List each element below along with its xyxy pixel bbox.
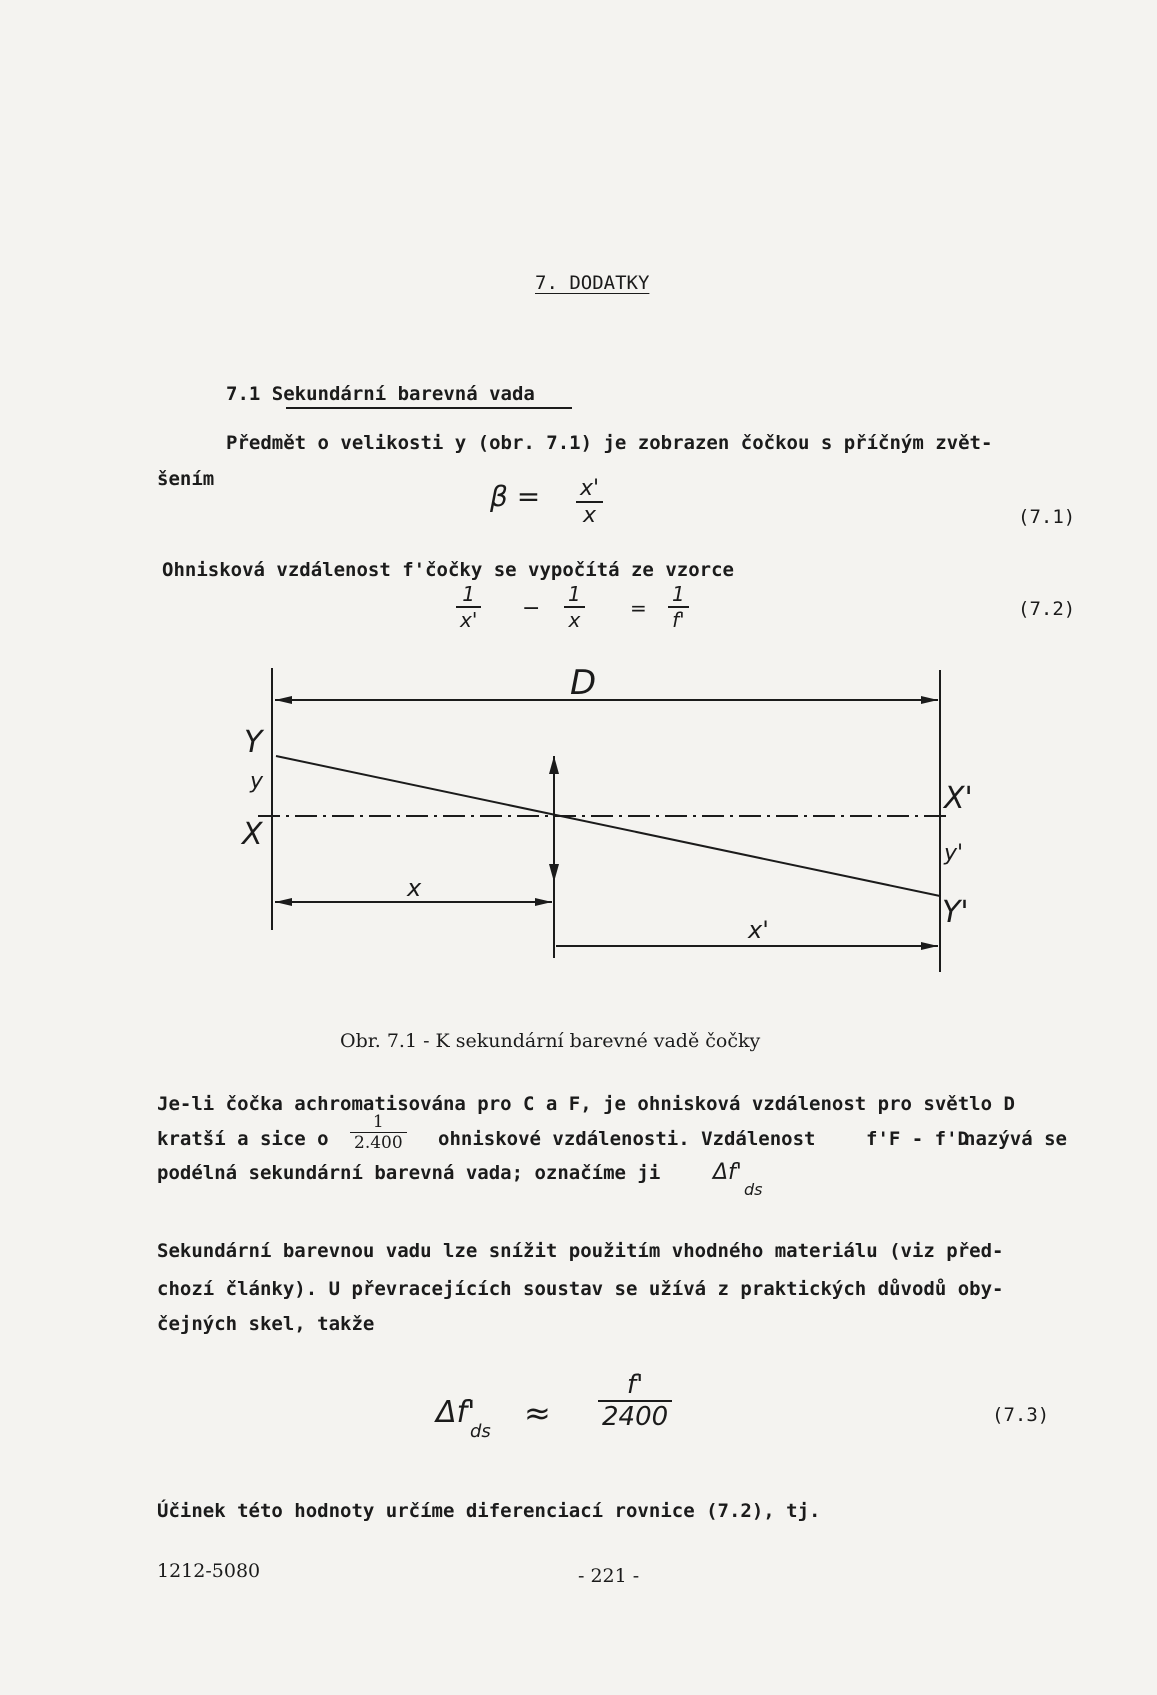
section-title-text: 7.1 Sekundární barevná vada: [226, 383, 535, 405]
eq2-num1: 1: [456, 582, 481, 608]
eq2-op2: =: [630, 596, 647, 620]
para1-line1: Předmět o velikosti y (obr. 7.1) je zobrazen čočkou s příčným zvět-: [226, 432, 993, 454]
para4-line2: chozí články). U převracejících soustav se užívá z praktických důvodů oby-: [157, 1278, 1004, 1300]
eq3-number: (7.3): [992, 1404, 1050, 1426]
para3-line3-sym: Δf': [713, 1160, 742, 1185]
para4-line3: čejných skel, takže: [157, 1313, 375, 1335]
figure-caption: Obr. 7.1 - K sekundární barevné vadě čočky: [340, 1030, 761, 1052]
eq2-op1: −: [522, 596, 541, 621]
figure-lens-arrow-bottom: [549, 864, 559, 882]
eq3-sub: ds: [470, 1421, 491, 1442]
figure-arrowhead-xp-right: [921, 942, 938, 950]
para3-frac-num: 1: [350, 1112, 407, 1133]
para3-fraction: [350, 1112, 407, 1153]
para3-line2-a: kratší a sice o: [157, 1128, 329, 1150]
figure-label-Xp: X': [944, 781, 973, 816]
figure-arrowhead-D-right: [921, 696, 938, 704]
figure-label-x: x: [407, 874, 422, 902]
eq2-den3: f': [672, 608, 685, 632]
para3-line2-b: ohniskové vzdálenosti. Vzdálenost: [438, 1128, 816, 1150]
page-number: - 221 -: [578, 1565, 640, 1587]
footer-code: 1212-5080: [157, 1560, 261, 1582]
figure-lens-arrow-top: [549, 756, 559, 774]
eq1-number: (7.1): [1018, 506, 1076, 528]
para3-line3-a: podélná sekundární barevná vada; označíme ji: [157, 1162, 661, 1184]
figure-label-y: y: [250, 769, 264, 794]
para4-line1: Sekundární barevnou vadu lze snížit použitím vhodného materiálu (viz před-: [157, 1240, 1004, 1262]
eq2-number: (7.2): [1018, 598, 1076, 620]
eq3-fraction: [598, 1370, 672, 1432]
eq2-den2: x: [568, 608, 581, 632]
chapter-title: 7. DODATKY: [535, 272, 650, 294]
figure-label-D: D: [570, 663, 597, 703]
eq1-numerator: x': [576, 476, 603, 503]
para2-line1: Ohnisková vzdálenost f'čočky se vypočítá ze vzorce: [162, 559, 734, 581]
figure-arrowhead-D-left: [275, 696, 292, 704]
eq3-denominator: 2400: [602, 1402, 669, 1432]
eq1-denominator: x: [583, 503, 597, 528]
para3-line3-sub: ds: [744, 1180, 763, 1199]
figure-ray: [276, 756, 940, 896]
eq1-lhs: β =: [490, 480, 541, 513]
eq3-numerator: f': [598, 1370, 672, 1402]
figure-label-Y: Y: [244, 725, 263, 760]
figure-arrowhead-x-right: [535, 898, 552, 906]
figure-arrowhead-x-left: [275, 898, 292, 906]
eq2-den1: x': [460, 608, 478, 632]
para3-frac-den: 2.400: [354, 1133, 403, 1153]
para1-line2: šením: [157, 468, 215, 490]
para3-line2-c: f'F - f'D: [866, 1128, 969, 1150]
eq3-op: ≈: [524, 1394, 551, 1432]
figure-label-yp: y': [944, 841, 964, 866]
figure-label-X: X: [242, 817, 263, 852]
eq2-num3: 1: [668, 582, 689, 608]
para3-line2-d: nazývá se: [964, 1128, 1067, 1150]
eq3-lhs: Δf': [436, 1395, 476, 1430]
figure-label-xp: x': [748, 916, 769, 944]
figure-label-Yp: Y': [942, 895, 969, 930]
para5-line1: Účinek této hodnoty určíme diferenciací rovnice (7.2), tj.: [157, 1500, 821, 1522]
eq2-num2: 1: [564, 582, 585, 608]
para3-line1: Je-li čočka achromatisována pro C a F, je ohnisková vzdálenost pro světlo D: [157, 1093, 1015, 1115]
